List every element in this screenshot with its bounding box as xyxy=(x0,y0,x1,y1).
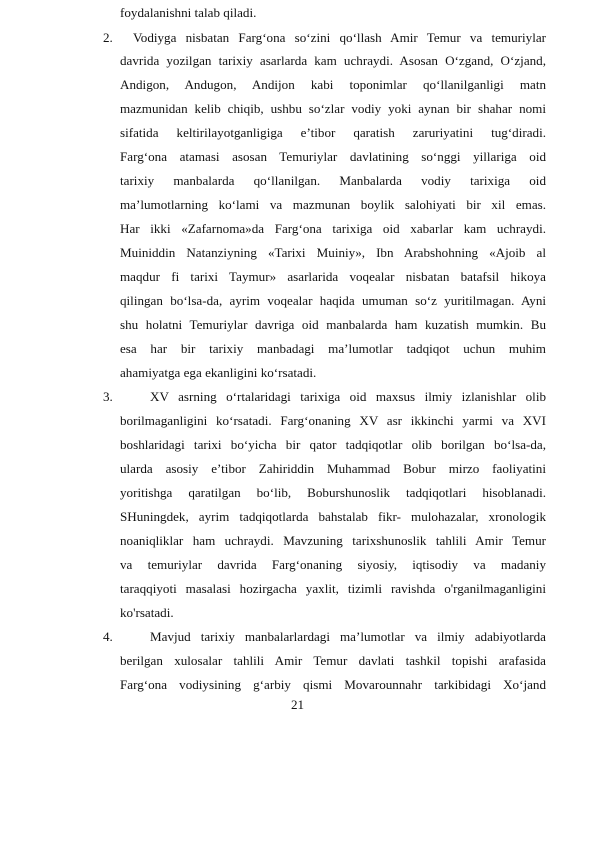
text-line: ma’lumotlarning ko‘lami va mazmunan boylik salohiyati bir xil emas. xyxy=(120,197,546,212)
text-line: Vodiyga nisbatan Farg‘ona so‘zini qo‘llash Amir Temur va temuriylar xyxy=(133,30,546,45)
text-line: Andigon, Andugon, Andijon kabi toponimlar qo‘llanilganligi matn xyxy=(120,77,546,92)
text-line: ularda asosiy e’tibor Zahiriddin Muhammad Bobur mirzo faoliyatini xyxy=(120,461,546,476)
text-line: shu holatni Temuriylar davriga oid manbalarda ham kuzatish mumkin. Bu xyxy=(120,317,546,332)
list-number: 2. xyxy=(103,30,113,45)
text-line: foydalanishni talab qiladi. xyxy=(120,5,257,20)
text-line: yoritishga qaratilgan bo‘lib, Boburshunoslik tadqiqotlari hisoblanadi. xyxy=(120,485,546,500)
text-line: taraqqiyoti masalasi hozirgacha yaxlit, tizimli ravishda o'rganilmaganligini xyxy=(120,581,546,596)
text-line: noaniqliklar ham uchraydi. Mavzuning tarixshunoslik tahlili Amir Temur xyxy=(120,533,546,548)
text-line: XV asrning o‘rtalaridagi tarixiga oid maxsus ilmiy izlanishlar olib xyxy=(150,389,546,404)
text-line: mazmunidan kelib chiqib, ushbu so‘zlar vodiy yoki aynan bir shahar nomi xyxy=(120,101,546,116)
text-line: sifatida keltirilayotganligiga e’tibor qaratish zaruriyatini tug‘diradi. xyxy=(120,125,546,140)
text-line: davrida yozilgan tarixiy asarlarda kam uchraydi. Asosan O‘zgand, O‘zjand, xyxy=(120,53,546,68)
text-line: maqdur fi tarixi Taymur» asarlarida voqealar nisbatan batafsil hikoya xyxy=(120,269,546,284)
list-number: 4. xyxy=(103,629,113,644)
text-line: qilingan bo‘lsa-da, ayrim voqealar haqida umuman so‘z yuritilmagan. Ayni xyxy=(120,293,546,308)
text-line: borilmaganligini ko‘rsatadi. Farg‘onaning XV asr ikkinchi yarmi va XVI xyxy=(120,413,546,428)
page-number: 21 xyxy=(290,697,305,712)
text-line: Mavjud tarixiy manbalarlardagi ma’lumotlar va ilmiy adabiyotlarda xyxy=(150,629,546,644)
text-line: tarixiy manbalarda qo‘llanilgan. Manbalarda vodiy tarixiga oid xyxy=(120,173,546,188)
text-line: berilgan xulosalar tahlili Amir Temur davlati tashkil topishi arafasida xyxy=(120,653,546,668)
text-line: Muiniddin Natanziyning «Tarixi Muiniy», Ibn Arabshohning «Ajoib al xyxy=(120,245,546,260)
text-line: boshlaridagi tarixi bo‘yicha bir qator tadqiqotlar olib borilgan bo‘lsa-da, xyxy=(120,437,546,452)
text-line: SHuningdek, ayrim tadqiqotlarda bahstalab fikr- mulohazalar, xronologik xyxy=(120,509,546,524)
text-line: ahamiyatga ega ekanligini ko‘rsatadi. xyxy=(120,365,317,380)
list-number: 3. xyxy=(103,389,113,404)
text-line: esa har bir tarixiy manbadagi ma’lumotlar tadqiqot uchun muhim xyxy=(120,341,546,356)
text-line: va temuriylar davrida Farg‘onaning siyosiy, iqtisodiy va madaniy xyxy=(120,557,546,572)
text-line: Farg‘ona vodiysining g‘arbiy qismi Movarounnahr tarkibidagi Xo‘jand xyxy=(120,677,546,692)
text-line: Farg‘ona atamasi asosan Temuriylar davlatining so‘nggi yillariga oid xyxy=(120,149,546,164)
text-line: ko'rsatadi. xyxy=(120,605,174,620)
text-line: Har ikki «Zafarnoma»da Farg‘ona tarixiga oid xabarlar kam uchraydi. xyxy=(120,221,546,236)
